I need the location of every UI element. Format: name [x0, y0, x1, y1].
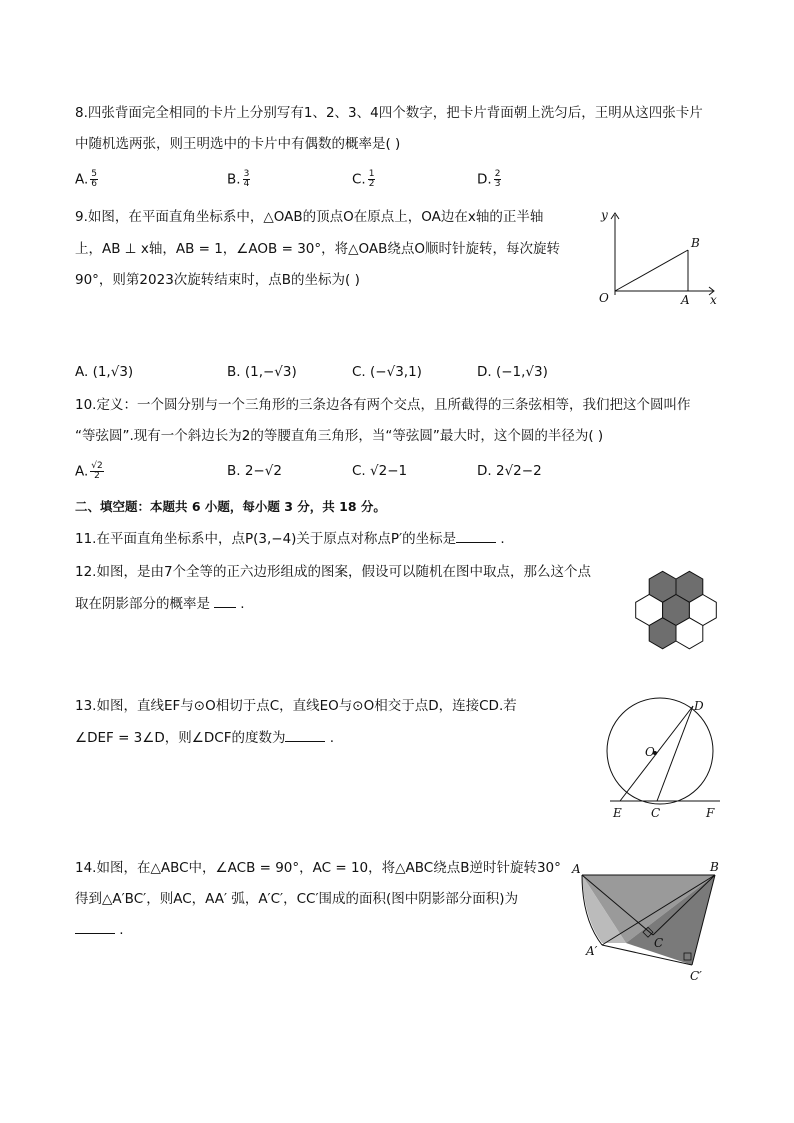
- q11-answer-blank[interactable]: [456, 542, 496, 543]
- q13-label-c: C: [651, 806, 661, 820]
- q9-line-1: 9.如图，在平面直角坐标系中，△OAB的顶点O在原点上，OA边在x轴的正半轴: [75, 209, 544, 225]
- q14-label-b: B: [710, 860, 719, 874]
- q10-option-d: D. 2√2−2: [477, 463, 542, 479]
- q14-label-a2: A′: [586, 944, 598, 958]
- q9-option-a: A. (1,√3): [75, 364, 134, 380]
- q10-option-a: A. $\frac{√2}{2}$: [75, 461, 103, 481]
- q13-label-f: F: [706, 806, 715, 820]
- q10-line-1: 10.定义：一个圆分别与一个三角形的三条边各有两个交点，且所截得的三条弦相等，我们把这个圆叫作: [75, 397, 691, 413]
- q14-label-a: A: [572, 862, 581, 876]
- q9-label-y: y: [601, 208, 608, 222]
- q9-option-c: C. (−√3,1): [352, 364, 422, 380]
- q10-option-b: B. 2−√2: [227, 463, 282, 479]
- q14-answer-blank[interactable]: [75, 933, 115, 934]
- q8-option-b: B. $\frac{3}{4}$: [227, 169, 250, 189]
- q12-hexagon-figure: [630, 564, 722, 656]
- q14-label-c2: C′: [690, 969, 702, 983]
- q9-figure: [595, 205, 725, 305]
- q9-segment-ob: [615, 250, 688, 291]
- q10-line-2: “等弦圆”.现有一个斜边长为2的等腰直角三角形，当“等弦圆”最大时，这个圆的半径为( ): [75, 428, 604, 444]
- q9-option-d: D. (−1,√3): [477, 364, 548, 380]
- q14-line-2: 得到△A′BC′，则AC，AA′ 弧，A′C′，CC′围成的面积(图中阴影部分面积)为: [75, 891, 519, 907]
- q9-label-a: A: [681, 293, 690, 307]
- q9-option-b: B. (1,−√3): [227, 364, 297, 380]
- q8-option-d: D. $\frac{2}{3}$: [477, 169, 501, 189]
- q14-label-c: C: [654, 936, 664, 950]
- q13-chord-cd: [657, 706, 693, 801]
- q14-line-1: 14.如图，在△ABC中，∠ACB = 90°，AC = 10，将△ABC绕点B逆时针旋转30°: [75, 860, 561, 876]
- q14-figure: [570, 857, 730, 982]
- section-2-heading: 二、填空题：本题共 6 小题，每小题 3 分，共 18 分。: [75, 499, 386, 514]
- q9-label-x: x: [710, 293, 717, 307]
- q13-label-d: D: [694, 699, 704, 713]
- q10-option-c: C. √2−1: [352, 463, 408, 479]
- q13-label-o: O: [645, 745, 655, 759]
- q13-line-2: ∠DEF = 3∠D，则∠DCF的度数为 .: [75, 730, 335, 746]
- question-11: 11.在平面直角坐标系中，点P(3,−4)关于原点对称点P′的坐标是 .: [75, 531, 505, 547]
- q8-line-1: 8.四张背面完全相同的卡片上分别写有1、2、3、4四个数字，把卡片背面朝上洗匀后，王明从这四张卡片: [75, 105, 703, 121]
- q14-line-3: .: [75, 921, 124, 939]
- q13-figure: [605, 696, 730, 821]
- q9-line-2: 上，AB ⊥ x轴，AB = 1，∠AOB = 30°，将△OAB绕点O顺时针旋转，每次旋转: [75, 241, 561, 257]
- q9-label-b: B: [691, 236, 700, 250]
- q13-line-1: 13.如图，直线EF与⊙O相切于点C，直线EO与⊙O相交于点D，连接CD.若: [75, 698, 517, 714]
- q13-label-e: E: [613, 806, 622, 820]
- q8-option-a: A. $\frac{5}{6}$: [75, 169, 98, 189]
- q9-line-3: 90°，则第2023次旋转结束时，点B的坐标为( ): [75, 272, 360, 288]
- q12-answer-blank[interactable]: [214, 607, 236, 608]
- q12-line-2: 取在阴影部分的概率是 .: [75, 596, 245, 612]
- q12-line-1: 12.如图，是由7个全等的正六边形组成的图案，假设可以随机在图中取点，那么这个点: [75, 564, 592, 580]
- q13-answer-blank[interactable]: [285, 741, 325, 742]
- q8-line-2: 中随机选两张，则王明选中的卡片中有偶数的概率是( ): [75, 136, 401, 152]
- q11-text: 11.在平面直角坐标系中，点P(3,−4)关于原点对称点P′的坐标是: [75, 531, 457, 547]
- q9-label-o: O: [599, 291, 609, 305]
- q13-circle: [607, 698, 713, 804]
- q8-option-c: C. $\frac{1}{2}$: [352, 169, 375, 189]
